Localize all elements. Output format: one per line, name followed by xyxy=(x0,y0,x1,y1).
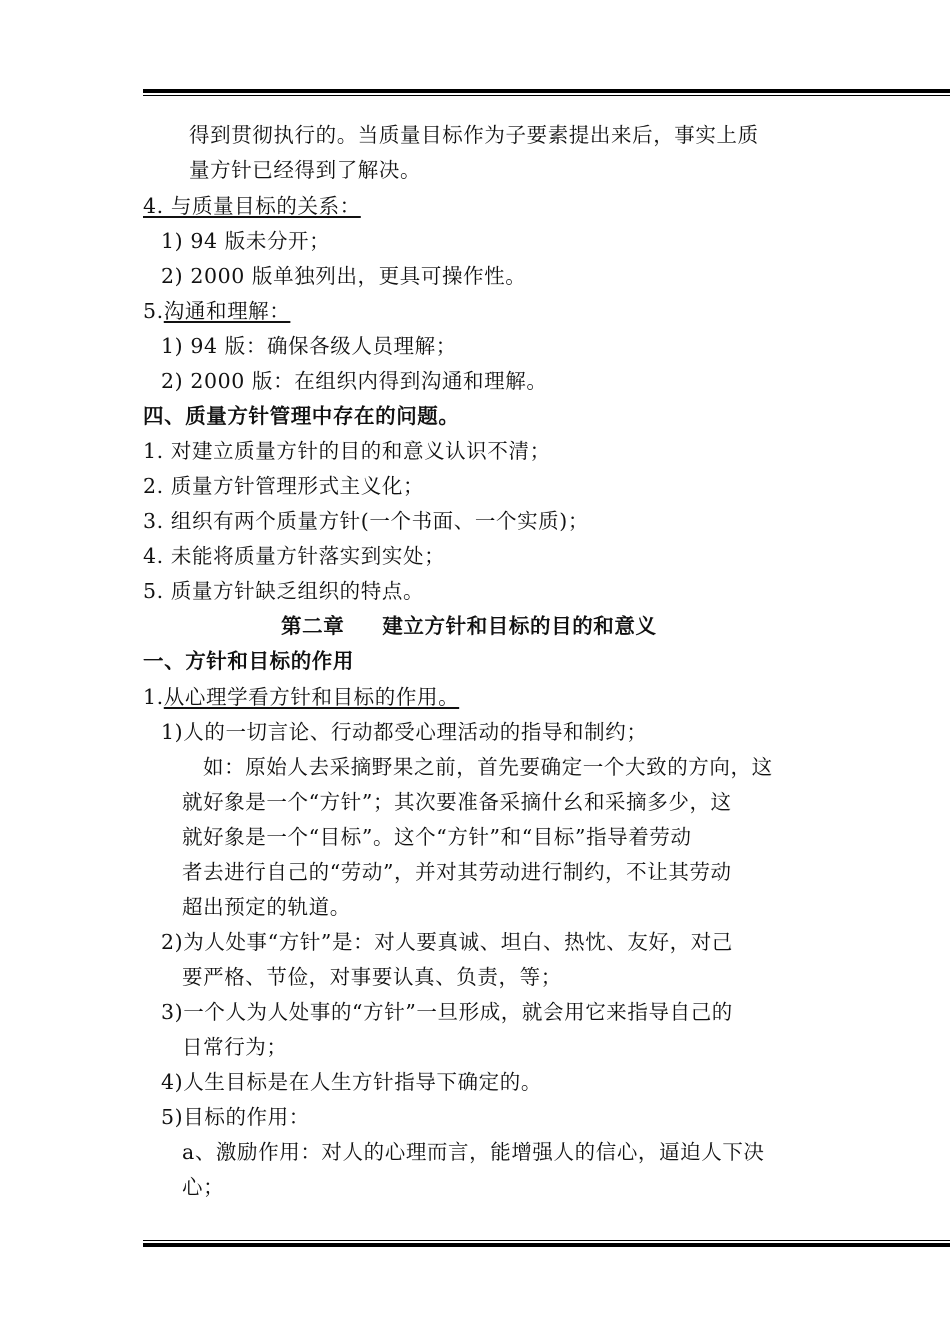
list-item xyxy=(161,719,647,745)
item-number: 3) xyxy=(161,1000,184,1024)
list-item: 5. 质量方针缺乏组织的特点。 xyxy=(143,579,425,603)
paragraph-line: 者去进行自己的“劳动”，并对其劳动进行制约，不让其劳动 xyxy=(182,860,732,884)
item-number: 1) xyxy=(161,720,184,744)
header-rule xyxy=(143,89,950,96)
list-item xyxy=(161,999,733,1025)
section-heading-underlined xyxy=(143,684,459,710)
list-item: 2. 质量方针管理形式主义化； xyxy=(143,474,425,498)
item-number: 4) xyxy=(161,1070,184,1094)
item-text: 为人处事“方针”是：对人要真诚、坦白、热忱、友好，对己 xyxy=(183,930,733,954)
item-number: 2) xyxy=(161,930,184,954)
item-text: 一个人为人处事的“方针”一旦形成，就会用它来指导自己的 xyxy=(183,1000,733,1024)
item-text: 人的一切言论、行动都受心理活动的指导和制约； xyxy=(183,720,648,744)
paragraph-line: 心； xyxy=(182,1175,225,1199)
list-item: 2) 2000 版单独列出，更具可操作性。 xyxy=(161,264,527,288)
section-heading-underlined xyxy=(143,298,290,324)
section-title: 沟通和理解： xyxy=(163,299,291,323)
chapter-name: 建立方针和目标的目的和意义 xyxy=(382,614,657,638)
list-item: 1) 94 版：确保各级人员理解； xyxy=(161,334,457,358)
list-item xyxy=(161,929,733,955)
footer-rule xyxy=(143,1240,950,1247)
section-number: 5. xyxy=(143,299,164,323)
chapter-number: 第二章 xyxy=(281,614,345,638)
list-item xyxy=(161,1069,542,1095)
list-item: 3. 组织有两个质量方针(一个书面、一个实质)； xyxy=(143,509,589,533)
paragraph-line: 量方针已经得到了解决。 xyxy=(189,158,422,182)
item-number: 5) xyxy=(161,1105,184,1129)
section-title: 从心理学看方针和目标的作用。 xyxy=(163,685,460,709)
section-heading-underlined: 4. 与质量目标的关系： xyxy=(143,194,361,218)
paragraph-line: 要严格、节俭，对事要认真、负责，等； xyxy=(182,965,562,989)
chapter-title xyxy=(281,613,657,639)
paragraph-line: 就好象是一个“方针”；其次要准备采摘什幺和采摘多少，这 xyxy=(182,790,732,814)
list-item xyxy=(161,1104,310,1130)
paragraph-line: 超出预定的轨道。 xyxy=(182,895,351,919)
paragraph-line: 日常行为； xyxy=(182,1035,288,1059)
paragraph-line: a、激励作用：对人的心理而言，能增强人的信心，逼迫人下决 xyxy=(182,1140,765,1164)
paragraph-line: 如：原始人去采摘野果之前，首先要确定一个大致的方向，这 xyxy=(203,755,773,779)
list-item: 4. 未能将质量方针落实到实处； xyxy=(143,544,446,568)
item-text: 目标的作用： xyxy=(183,1105,310,1129)
section-heading: 四、质量方针管理中存在的问题。 xyxy=(143,404,460,428)
list-item: 1) 94 版未分开； xyxy=(161,229,331,253)
list-item: 1. 对建立质量方针的目的和意义认识不清； xyxy=(143,439,551,463)
paragraph-line: 就好象是一个“目标”。这个“方针”和“目标”指导着劳动 xyxy=(182,825,692,849)
section-heading: 一、方针和目标的作用 xyxy=(143,649,354,673)
section-number: 1. xyxy=(143,685,164,709)
paragraph-line: 得到贯彻执行的。当质量目标作为子要素提出来后，事实上质 xyxy=(189,123,759,147)
list-item: 2) 2000 版：在组织内得到沟通和理解。 xyxy=(161,369,548,393)
item-text: 人生目标是在人生方针指导下确定的。 xyxy=(183,1070,542,1094)
